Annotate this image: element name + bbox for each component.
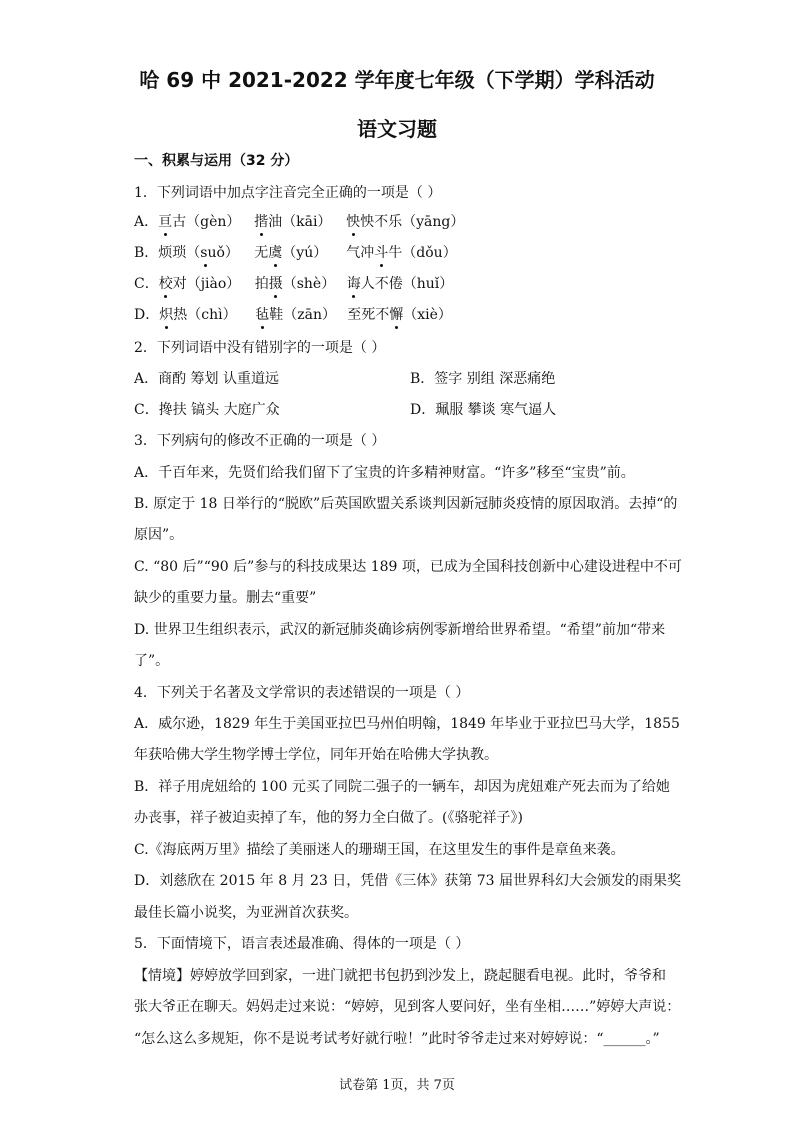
q1-stem: 1．下列词语中加点字注音完全正确的一项是（ ） — [134, 185, 442, 201]
q2-option-d: D．珮服 攀谈 寒气逼人 — [410, 402, 557, 418]
q5-context-line2: 张大爷正在聊天。妈妈走过来说：“婷婷，见到客人要问好，坐有坐相……”婷婷大声说： — [134, 999, 681, 1015]
q4-option-c: C.《海底两万里》描绘了美丽迷人的珊瑚王国，在这里发生的事件是章鱼来袭。 — [134, 842, 625, 858]
q3-option-d-line2: 了”。 — [134, 653, 170, 669]
q1-option-d: D．炽热（chì） 毡鞋（zān） 至死不懈（xiè） — [134, 307, 452, 323]
page-footer: 试卷第 1页，共 7页 — [339, 1078, 455, 1093]
q5-context-line3: “怎么这么多规矩，你不是说考试考好就行啦！”此时爷爷走过来对婷婷说：“______。” — [134, 1031, 660, 1047]
q2-stem: 2．下列词语中没有错别字的一项是（ ） — [134, 340, 386, 356]
q2-option-a: A．商酌 筹划 认重道远 — [134, 371, 280, 387]
q4-stem: 4．下列关于名著及文学常识的表述错误的一项是（ ） — [134, 685, 470, 701]
q3-option-b-line1: B. 原定于 18 日举行的“脱欧”后英国欧盟关系谈判因新冠肺炎疫情的原因取消。去掉“的 — [134, 496, 678, 512]
q5-stem: 5．下面情境下，语言表述最准确、得体的一项是（ ） — [134, 936, 470, 952]
q4-option-a-line1: A．威尔逊，1829 年生于美国亚拉巴马州伯明翰，1849 年毕业于亚拉巴马大学，1855 — [134, 716, 680, 732]
q4-option-b-line1: B．祥子用虎妞给的 100 元买了同院二强子的一辆车，却因为虎妞难产死去而为了给她 — [134, 779, 670, 795]
q2-option-b: B．签字 别组 深恶痛绝 — [410, 371, 556, 387]
q4-option-a-line2: 年获哈佛大学生物学博士学位，同年开始在哈佛大学执教。 — [134, 747, 498, 763]
q3-option-b-line2: 原因”。 — [134, 527, 184, 543]
q3-option-d-line1: D. 世界卫生组织表示，武汉的新冠肺炎确诊病例零新增给世界希望。“希望”前加“带来 — [134, 622, 666, 638]
exam-title: 哈 69 中 2021-2022 学年度七年级（下学期）学科活动 — [139, 68, 655, 92]
q4-option-d-line1: D．刘慈欣在 2015 年 8 月 23 日，凭借《三体》获第 73 届世界科幻大会颁发的雨果奖 — [134, 873, 681, 889]
q3-stem: 3．下列病句的修改不正确的一项是（ ） — [134, 433, 386, 449]
q4-option-b-line2: 办丧事，祥子被迫卖掉了车，他的努力全白做了。(《骆驼祥子》) — [134, 810, 523, 826]
q2-option-c: C．搀扶 镐头 大庭广众 — [134, 402, 280, 418]
q3-option-c-line2: 缺少的重要力量。删去“重要” — [134, 590, 317, 606]
q1-option-b: B．烦琐（suǒ） 无虞（yú） 气冲斗牛（dǒu） — [134, 245, 457, 261]
section-heading: 一、积累与运用（32 分） — [134, 153, 299, 169]
q1-option-a: A．亘古（gèn） 揩油（kāi） 怏怏不乐（yāng） — [134, 214, 465, 230]
q3-option-c-line1: C. “80 后”“90 后”参与的科技成果达 189 项，已成为全国科技创新中心建设进程中不可 — [134, 559, 682, 575]
q1-option-c: C．校对（jiào） 拍摄（shè） 诲人不倦（huǐ） — [134, 276, 454, 292]
exam-subtitle: 语文习题 — [357, 117, 437, 141]
q5-context-line1: 【情境】婷婷放学回到家，一进门就把书包扔到沙发上，跷起腿看电视。此时，爷爷和 — [134, 968, 666, 984]
q3-option-a: A．千百年来，先贤们给我们留下了宝贵的许多精神财富。“许多”移至“宝贵”前。 — [134, 465, 635, 481]
q4-option-d-line2: 最佳长篇小说奖，为亚洲首次获奖。 — [134, 905, 358, 921]
